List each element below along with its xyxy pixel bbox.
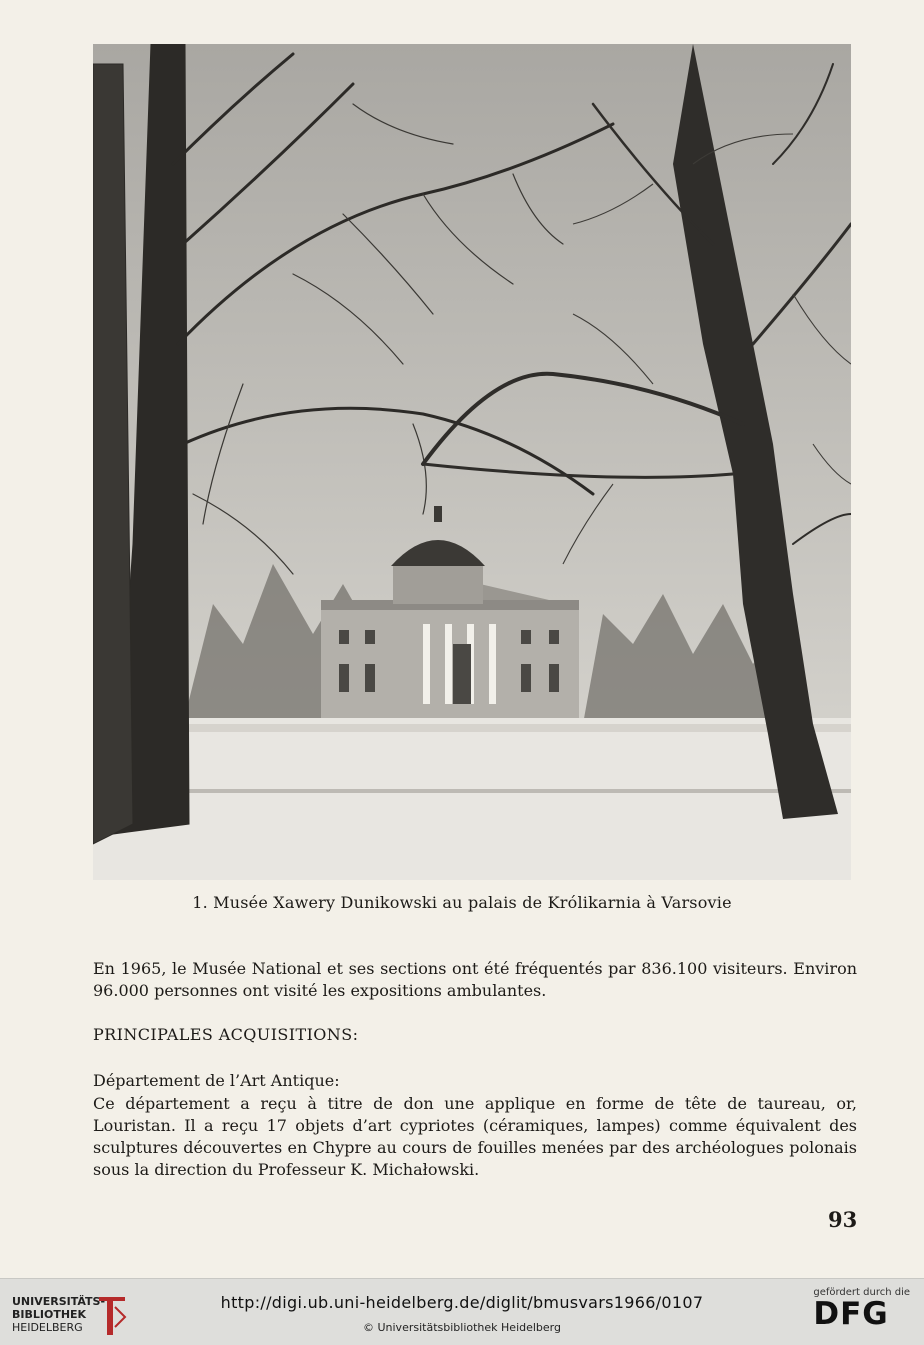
section-heading: PRINCIPALES ACQUISITIONS: xyxy=(93,1025,359,1044)
photo-caption: 1. Musée Xawery Dunikowski au palais de Królikarnia à Varsovie xyxy=(192,893,732,912)
permalink-url[interactable]: http://digi.ub.uni-heidelberg.de/diglit/bmusvars1966/0107 xyxy=(220,1293,704,1312)
digitization-footer xyxy=(0,1278,924,1345)
sponsor-block xyxy=(813,1287,910,1330)
copyright-notice: © Universitätsbibliothek Heidelberg xyxy=(362,1321,561,1334)
acquisitions-paragraph: Ce département a reçu à titre de don une applique en forme de tête de taureau, or, Louristan. Il a reçu 17 objets d’art cypriotes (céramiques, lampes) comme équivalent des sculptures découvertes en Chypre au cours de fouilles menées par des archéologues polonais sous la direction du Professeur K. Michałowski. xyxy=(93,1094,857,1179)
library-name-line3: HEIDELBERG xyxy=(12,1321,83,1334)
library-name-line1: UNIVERSITÄTS- xyxy=(12,1295,106,1308)
department-subheading: Département de l’Art Antique: xyxy=(93,1071,340,1090)
museum-palace-photo xyxy=(93,44,851,880)
page-number: 93 xyxy=(828,1207,858,1232)
winter-palace-illustration xyxy=(93,44,851,880)
dfg-logo: DFG xyxy=(813,1296,889,1332)
sponsor-text: gefördert durch die xyxy=(813,1287,910,1298)
library-name-line2: BIBLIOTHEK xyxy=(12,1308,87,1321)
visitor-statistics-paragraph: En 1965, le Musée National et ses sections ont été fréquentés par 836.100 visiteurs. Environ 96.000 personnes ont visité les expositions ambulantes. xyxy=(93,959,857,1000)
